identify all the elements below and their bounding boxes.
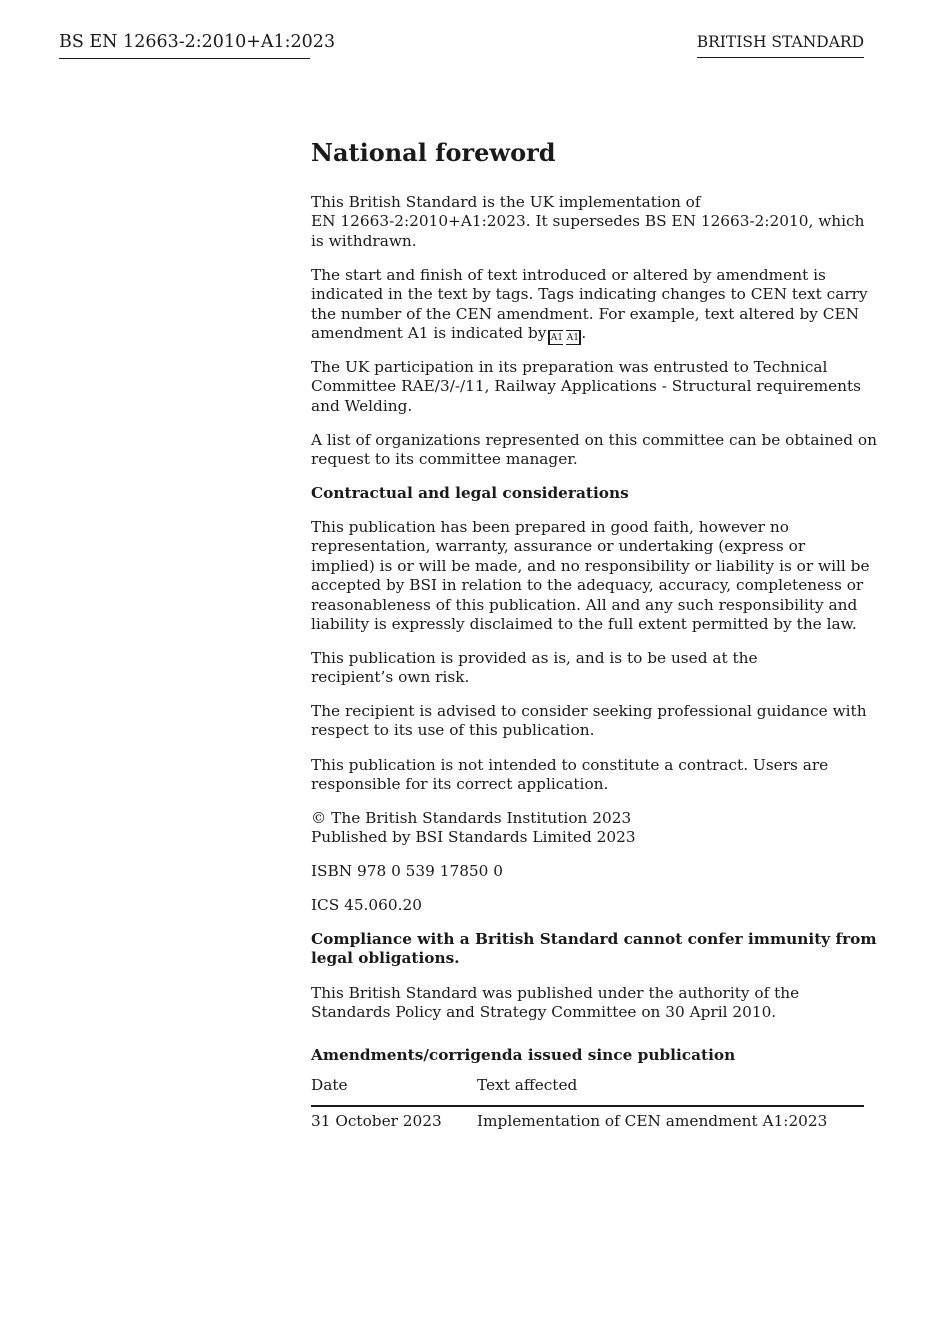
text-line: This publication is not intended to constitute a contract. Users are [311, 756, 829, 774]
ics: ICS 45.060.20 [311, 896, 422, 914]
text-line: legal obligations. [311, 949, 460, 968]
text-line: respect to its use of this publication. [311, 721, 595, 740]
text-line: reasonableness of this publication. All and any such responsibility and [311, 595, 858, 614]
text-line: The start and finish of text introduced or altered by amendment is [311, 266, 826, 284]
paragraph-organizations [311, 431, 877, 470]
text-line: EN 12663-2:2010+A1:2023. It supersedes BS EN 12663-2:2010, which [311, 212, 865, 231]
header-series: BRITISH STANDARD [697, 32, 864, 58]
text-line: liability is expressly disclaimed to the full extent permitted by the law. [311, 615, 857, 634]
column-header-text-affected: Text affected [477, 1076, 578, 1094]
text-fragment: . [581, 324, 587, 343]
text-line: Compliance with a British Standard cannot confer immunity from [311, 930, 877, 948]
amendments-table-header [311, 1076, 864, 1094]
text-line: The UK participation in its preparation was entrusted to Technical [311, 358, 828, 376]
text-line: This publication is provided as is, and is to be used at the [311, 649, 758, 667]
heading-compliance [311, 930, 877, 969]
amendments-heading: Amendments/corrigenda issued since publication [311, 1046, 736, 1064]
text-line: The recipient is advised to consider seeking professional guidance with [311, 702, 867, 720]
text-line: A list of organizations represented on this committee can be obtained on [311, 431, 877, 449]
text-line: implied) is or will be made, and no responsibility or liability is or will be [311, 556, 870, 575]
text-line: This publication has been prepared in good faith, however no [311, 518, 789, 536]
text-line: Committee RAE/3/-/11, Railway Applications - Structural requirements [311, 377, 862, 396]
amendment-end-tag-icon: A1 [566, 330, 581, 345]
table-divider [311, 1105, 864, 1107]
text-line: responsible for its correct application. [311, 775, 609, 794]
text-line: Published by BSI Standards Limited 2023 [311, 828, 636, 847]
text-line: indicated in the text by tags. Tags indicating changes to CEN text carry [311, 285, 868, 304]
heading-contractual: Contractual and legal considerations [311, 484, 629, 502]
amendment-start-tag-icon: A1 [548, 330, 563, 345]
text-line: representation, warranty, assurance or undertaking (express or [311, 537, 806, 556]
text-line: Standards Policy and Strategy Committee on 30 April 2010. [311, 1003, 777, 1022]
paragraph-amendment-tags [311, 266, 868, 345]
paragraph-good-faith [311, 518, 870, 634]
text-line: © The British Standards Institution 2023 [311, 809, 632, 827]
paragraph-contract [311, 756, 863, 795]
text-fragment: amendment A1 is indicated by [311, 324, 547, 343]
column-header-date: Date [311, 1076, 348, 1094]
header-doc-id: BS EN 12663-2:2010+A1:2023 [59, 31, 310, 59]
paragraph-as-is [311, 649, 863, 688]
text-line: request to its committee manager. [311, 450, 578, 469]
text-line: is withdrawn. [311, 231, 417, 250]
text-line: and Welding. [311, 396, 413, 415]
paragraph-guidance [311, 702, 867, 741]
text-line: accepted by BSI in relation to the adequacy, accuracy, completeness or [311, 576, 864, 595]
paragraph-committee [311, 358, 863, 416]
paragraph-copyright [311, 809, 863, 848]
text-line: the number of the CEN amendment. For example, text altered by CEN [311, 304, 860, 323]
text-line [311, 324, 863, 345]
page-title: National foreword [311, 138, 556, 167]
text-line: recipient’s own risk. [311, 668, 470, 687]
text-line: This British Standard is the UK implementation of [311, 193, 701, 211]
table-row [311, 1112, 864, 1130]
isbn: ISBN 978 0 539 17850 0 [311, 862, 503, 880]
cell-text-affected: Implementation of CEN amendment A1:2023 [477, 1112, 828, 1130]
paragraph-implementation [311, 193, 863, 251]
text-line: This British Standard was published under the authority of the [311, 984, 800, 1002]
paragraph-authority [311, 984, 863, 1023]
cell-date: 31 October 2023 [311, 1112, 442, 1130]
